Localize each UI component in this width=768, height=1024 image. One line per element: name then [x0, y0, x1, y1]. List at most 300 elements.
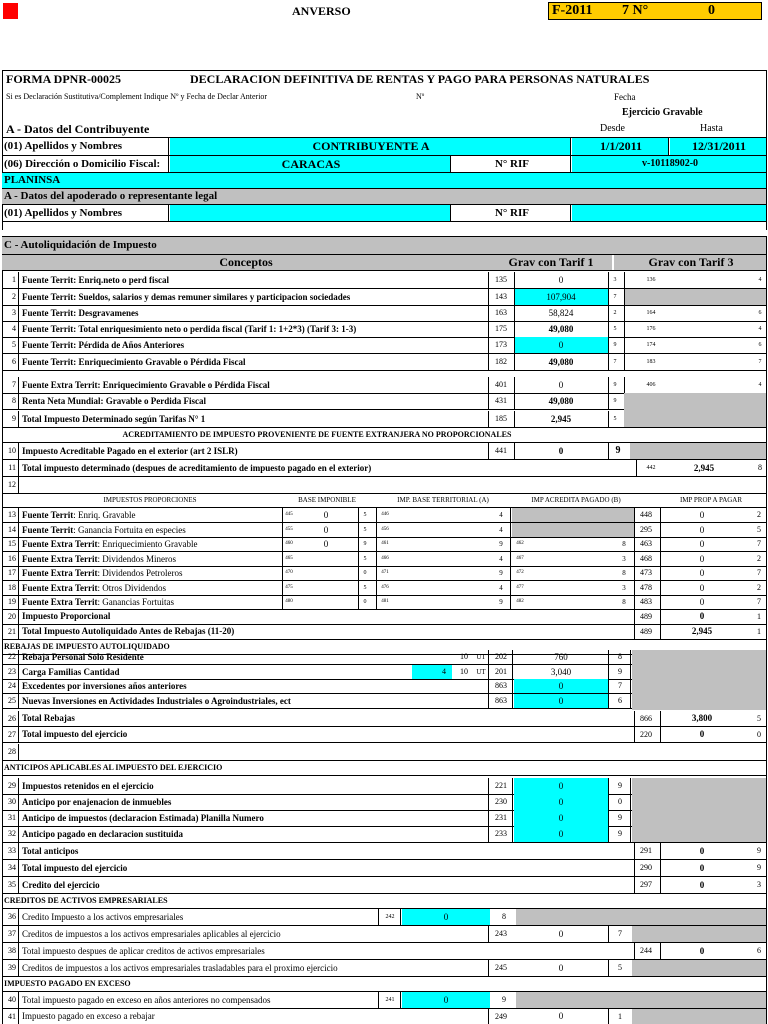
- row-label: Fuente Territ: Total enriquesimiento neto o perdida fiscal (Tarif 1: 1+2*3) (Tarif 3: 1-3): [22, 324, 357, 334]
- row-ut-label: UT: [476, 653, 486, 661]
- row-code: 221: [495, 781, 507, 790]
- row-code: 448: [640, 510, 652, 519]
- row-value-tarif3[interactable]: [664, 321, 754, 337]
- agent-name-field[interactable]: [170, 205, 450, 221]
- col-line: [570, 138, 571, 172]
- row-digit: 9: [613, 342, 617, 348]
- row-number: 24: [8, 681, 16, 690]
- row-code: 466: [381, 556, 389, 561]
- row-label: Impuesto Proporcional: [22, 611, 111, 621]
- col-line: [608, 810, 609, 826]
- row-value[interactable]: 0: [699, 583, 705, 593]
- col-line: [18, 377, 19, 393]
- col-line: [450, 205, 451, 221]
- row-number: 25: [8, 696, 16, 705]
- taxpayer-name-field[interactable]: CONTRIBUYENTE A: [170, 138, 570, 155]
- row-digit: 2: [757, 510, 761, 519]
- col-line: [510, 581, 511, 595]
- row-number: 5: [12, 340, 16, 349]
- row-value[interactable]: 0: [558, 963, 564, 973]
- row-value[interactable]: 0: [558, 446, 564, 456]
- col-line: [634, 523, 635, 537]
- section-c-title: C - Autoliquidación de Impuesto: [2, 237, 766, 254]
- row-value[interactable]: 0: [514, 810, 608, 826]
- row-code: 489: [640, 612, 652, 621]
- row-number: 11: [8, 463, 16, 472]
- row-code: 481: [381, 599, 389, 604]
- col-line: [512, 650, 513, 664]
- period-from-field[interactable]: 1/1/2011: [572, 138, 668, 155]
- row-value[interactable]: 0: [699, 568, 705, 578]
- row-digit: 8: [622, 569, 626, 577]
- row-value[interactable]: 49,080: [548, 396, 574, 406]
- row-code: 182: [495, 357, 507, 366]
- row-label: Excedentes por inversiones años anteriores: [22, 681, 187, 691]
- col-line: [358, 566, 359, 580]
- row-digit: 0: [757, 730, 761, 739]
- row-code: 230: [495, 797, 507, 806]
- row-code: 245: [495, 963, 507, 972]
- disabled-block: [624, 393, 766, 427]
- col-line: [376, 537, 377, 551]
- row-code: 445: [285, 512, 293, 517]
- col-line: [18, 337, 19, 353]
- row-code: 470: [285, 570, 293, 575]
- row-label: Fuente Territ: Enriquecimiento Gravable o Pérdida Fiscal: [22, 357, 246, 367]
- row-value[interactable]: 49,080: [548, 357, 574, 367]
- col-line: [488, 289, 489, 305]
- row-value[interactable]: 0: [323, 525, 329, 535]
- col-line: [510, 552, 511, 566]
- row-digit: 8: [502, 912, 506, 921]
- row-code-tarif3: 174: [646, 342, 656, 348]
- row-number: 31: [8, 813, 16, 822]
- row-value[interactable]: 0: [699, 729, 705, 739]
- col-line: [630, 778, 631, 794]
- row-value[interactable]: 107,904: [514, 289, 608, 305]
- col-line: [514, 272, 515, 288]
- col-line: [168, 205, 169, 221]
- col-line: [634, 581, 635, 595]
- row-value[interactable]: 0: [514, 694, 608, 708]
- row-value[interactable]: 0: [402, 909, 490, 925]
- row-label-rest: : Ganancia Fortuita en especies: [73, 525, 186, 535]
- row-value[interactable]: 0: [558, 275, 564, 285]
- row-value[interactable]: [296, 552, 356, 566]
- row-code-tarif3: 183: [646, 359, 656, 365]
- col-line: [514, 377, 515, 393]
- disabled-block: [512, 523, 634, 537]
- col-line: [358, 537, 359, 551]
- agent-section-title: A - Datos del apoderado o representante legal: [2, 189, 766, 204]
- row-code: 489: [640, 627, 652, 636]
- row-number: 15: [8, 539, 16, 548]
- row-digit: 7: [618, 681, 622, 690]
- row-label: Impuesto pagado en exceso a rebajar: [22, 1011, 155, 1021]
- row-value[interactable]: 0: [699, 880, 705, 890]
- col-line: [18, 665, 19, 679]
- col-line: [660, 843, 661, 859]
- row-digit: 4: [499, 526, 503, 534]
- col-line: [400, 992, 401, 1008]
- row-label: Renta Neta Mundial: Gravable o Perdida Fiscal: [22, 396, 206, 406]
- row-code: 471: [381, 570, 389, 575]
- row-digit: 9: [502, 995, 506, 1004]
- col-line: [376, 595, 377, 609]
- row-value-tarif3[interactable]: [664, 354, 754, 370]
- row-label: Total anticipos: [22, 846, 79, 856]
- row-value[interactable]: 0: [699, 539, 705, 549]
- row-digit: 5: [363, 512, 367, 518]
- col-line: [512, 679, 513, 693]
- col-line: [358, 552, 359, 566]
- rif-field[interactable]: v-10118902-0: [572, 156, 766, 172]
- row-digit: 9: [613, 398, 617, 404]
- prop-col-header: BASE IMPONIBLE: [298, 496, 356, 504]
- row-number: 10: [8, 446, 16, 455]
- row-code: 173: [495, 340, 507, 349]
- row-value[interactable]: 49,080: [548, 324, 574, 334]
- row-digit: 0: [363, 570, 367, 576]
- row-code: 463: [640, 539, 652, 548]
- row-number: 22: [8, 652, 16, 661]
- col-line: [488, 826, 489, 842]
- col-line: [18, 289, 19, 305]
- row-label-bold: Fuente Extra Territ: [22, 554, 98, 564]
- col-line: [376, 523, 377, 537]
- row-digit: 5: [757, 714, 761, 723]
- row-code-tarif3: 406: [646, 382, 656, 388]
- col-line: [630, 665, 631, 679]
- disabled-block: [632, 960, 766, 976]
- row-value[interactable]: 0: [699, 525, 705, 535]
- col-line: [488, 794, 489, 810]
- col-line: [18, 694, 19, 708]
- row-label: [20, 581, 282, 595]
- row-code: 233: [495, 829, 507, 838]
- col-line: [18, 552, 19, 566]
- row-digit: 3: [622, 555, 626, 563]
- city-field[interactable]: CARACAS: [170, 156, 450, 172]
- row-label: Credito Impuesto a los activos empresariales: [22, 912, 184, 922]
- form-title: DECLARACION DEFINITIVA DE RENTAS Y PAGO PARA PERSONAS NATURALES: [190, 72, 650, 86]
- taxpayer-section-title: A - Datos del Contribuyente: [6, 122, 150, 136]
- row-code: 442: [646, 465, 656, 471]
- row-label-rest: : Enriq. Gravable: [73, 510, 136, 520]
- row-label: Total impuesto del ejercicio: [22, 863, 128, 873]
- col-line: [488, 650, 489, 664]
- period-title: Ejercicio Gravable: [622, 107, 703, 118]
- row-label: Creditos de impuestos a los activos empresariales aplicables al ejercicio: [22, 929, 281, 939]
- row-code: 244: [640, 946, 652, 955]
- col-line: [608, 321, 609, 337]
- col-line: [608, 778, 609, 794]
- col-line: [608, 926, 609, 942]
- red-marker: [3, 3, 18, 19]
- period-to-field[interactable]: 12/31/2011: [670, 138, 766, 155]
- row-value[interactable]: 0: [514, 778, 608, 794]
- col-line: [488, 337, 489, 353]
- col-line: [624, 321, 625, 337]
- row-value[interactable]: 0: [558, 929, 564, 939]
- prop-col-header: IMP ACREDITA PAGADO (B): [531, 496, 621, 504]
- row-code: 462: [516, 541, 524, 546]
- col-line: [510, 537, 511, 551]
- row-number: 41: [8, 1012, 16, 1021]
- row-code: 468: [640, 554, 652, 563]
- agent-rif-field[interactable]: [572, 205, 766, 221]
- row-digit: 0: [363, 599, 367, 605]
- row-label: Nuevas Inversiones en Actividades Industriales o Agroindustriales, ect: [22, 696, 291, 706]
- col-line: [608, 826, 609, 842]
- row-value[interactable]: 0: [699, 846, 705, 856]
- row-code: 478: [640, 583, 652, 592]
- row-code: 163: [495, 308, 507, 317]
- row-code-tarif3: 176: [646, 326, 656, 332]
- row-digit: 6: [618, 696, 622, 705]
- col-line: [18, 843, 19, 859]
- col-line: [488, 411, 489, 427]
- row-value[interactable]: 0: [699, 597, 705, 607]
- prop-col-header: IMP. BASE TERRITORIAL (A): [397, 496, 489, 504]
- col-line: [18, 595, 19, 609]
- row-label: Anticipo por enajenacion de inmuebles: [22, 797, 172, 807]
- col-line: [18, 679, 19, 693]
- row-code: 220: [640, 730, 652, 739]
- row-number: 29: [8, 781, 16, 790]
- row-value[interactable]: 0: [514, 826, 608, 842]
- row-number: 37: [8, 929, 16, 938]
- disabled-block: [630, 443, 766, 459]
- row-value[interactable]: 0: [699, 863, 705, 873]
- row-label-rest: : Ganancias Fortuitas: [97, 597, 174, 607]
- row-code: 201: [495, 667, 507, 676]
- row-label: Anticipo pagado en declaracion sustituida: [22, 829, 184, 839]
- row-number: 40: [8, 995, 16, 1004]
- concepts-header: Conceptos: [2, 255, 488, 270]
- row-value[interactable]: 0: [699, 554, 705, 564]
- col-line: [376, 508, 377, 522]
- row-code: 185: [495, 414, 507, 423]
- col-line: [514, 411, 515, 427]
- col-line: [608, 794, 609, 810]
- row-value[interactable]: 2,945: [693, 463, 715, 473]
- row-number: 19: [8, 597, 16, 606]
- col-line: [18, 508, 19, 522]
- row-label: Fuente Territ: Desgravamenes: [22, 308, 139, 318]
- col-line: [18, 650, 19, 664]
- row-value[interactable]: 58,824: [548, 308, 574, 318]
- row-value[interactable]: [296, 595, 356, 609]
- row-value[interactable]: 760: [554, 652, 568, 662]
- row-line: [2, 775, 766, 776]
- col-line: [488, 443, 489, 459]
- row-digit: 1: [618, 1012, 622, 1021]
- row-line: [2, 370, 766, 371]
- row-code: 482: [516, 599, 524, 604]
- row-digit: 7: [618, 929, 622, 938]
- col-line: [624, 305, 625, 321]
- row-number: 30: [8, 797, 16, 806]
- col-line: [630, 679, 631, 693]
- row-label: Total Impuesto Determinado según Tarifas N° 1: [22, 414, 206, 424]
- row-digit: 7: [757, 597, 761, 606]
- period-to-label: Hasta: [700, 123, 723, 134]
- row-label: Total Impuesto Autoliquidado Antes de Rebajas (11-20): [22, 626, 235, 636]
- row-number: 38: [8, 946, 16, 955]
- col-line: [660, 537, 661, 551]
- row-value[interactable]: 0: [323, 539, 329, 549]
- col-line: [608, 377, 609, 393]
- row-value[interactable]: 3,800: [691, 713, 713, 723]
- col-line: [608, 411, 609, 427]
- row-digit: 8: [622, 540, 626, 548]
- col-line: [660, 727, 661, 742]
- disabled-block: [632, 778, 766, 842]
- row-value[interactable]: 0: [558, 380, 564, 390]
- row-ut-value: 10: [460, 652, 468, 661]
- row-digit: 2: [757, 583, 761, 592]
- row-code: 242: [385, 914, 395, 920]
- col-line: [634, 860, 635, 876]
- row-digit: 9: [613, 382, 617, 388]
- row-label: Fuente Territ: Enriq.neto o perd fiscal: [22, 275, 169, 285]
- row-value-tarif3[interactable]: [664, 377, 754, 393]
- row-code: 202: [495, 652, 507, 661]
- col-line: [608, 289, 609, 305]
- col-line: [608, 960, 609, 976]
- row-number: 20: [8, 612, 16, 621]
- row-number: 17: [8, 568, 16, 577]
- col-line: [634, 595, 635, 609]
- row-value[interactable]: 2,945: [550, 414, 572, 424]
- col-line: [660, 624, 661, 639]
- row-code: 467: [516, 556, 524, 561]
- col-line: [488, 960, 489, 976]
- row-code: 455: [285, 527, 293, 532]
- col-line: [18, 794, 19, 810]
- col-line: [514, 305, 515, 321]
- col-line: [18, 960, 19, 976]
- col-line: [512, 778, 513, 794]
- col-line: [18, 909, 19, 925]
- row-value[interactable]: 0: [699, 946, 705, 956]
- row-digit: 9: [615, 445, 621, 456]
- col-line: [358, 595, 359, 609]
- col-line: [624, 377, 625, 393]
- row-quantity[interactable]: 4: [412, 665, 452, 679]
- row-digit: 5: [757, 525, 761, 534]
- row-value[interactable]: [296, 566, 356, 580]
- col-line: [624, 337, 625, 353]
- col-line: [18, 992, 19, 1008]
- row-value[interactable]: 0: [323, 510, 329, 520]
- row-digit: 2: [613, 310, 617, 316]
- taxpayer-extra-field[interactable]: PLANINSA: [2, 173, 766, 188]
- row-digit: 5: [363, 556, 367, 562]
- right-border: [766, 236, 767, 1024]
- row-value[interactable]: 0: [514, 337, 608, 353]
- col-line: [634, 711, 635, 726]
- row-digit-tarif3: 6: [758, 310, 762, 316]
- row-label: [20, 595, 282, 609]
- row-value-tarif3[interactable]: [664, 272, 754, 288]
- col-line: [660, 508, 661, 522]
- col-line: [488, 354, 489, 370]
- row-line: [2, 221, 766, 222]
- col-line: [608, 650, 609, 664]
- col-line: [376, 552, 377, 566]
- col-line: [660, 711, 661, 726]
- row-value[interactable]: 0: [699, 510, 705, 520]
- previous-number-label: Nº: [416, 92, 425, 101]
- disabled-block: [512, 508, 634, 522]
- row-value-tarif3[interactable]: [664, 337, 754, 353]
- col-line: [510, 595, 511, 609]
- row-code-tarif3: 136: [646, 277, 656, 283]
- col-line: [624, 272, 625, 288]
- row-code: 473: [640, 568, 652, 577]
- col-line: [630, 694, 631, 708]
- row-code: 483: [640, 597, 652, 606]
- row-code: 297: [640, 880, 652, 889]
- row-value[interactable]: 0: [514, 679, 608, 693]
- col-line: [488, 272, 489, 288]
- row-label: Carga Familias Cantidad: [22, 667, 120, 677]
- row-code: 866: [640, 714, 652, 723]
- row-digit: 9: [618, 829, 622, 838]
- col-line: [18, 566, 19, 580]
- row-line: [2, 270, 766, 271]
- row-value[interactable]: 0: [699, 611, 705, 621]
- col-line: [18, 354, 19, 370]
- row-value[interactable]: [296, 581, 356, 595]
- col-line: [570, 205, 571, 221]
- substitute-note: Si es Declaración Sustitutiva/Complement Indique Nº y Fecha de Declar Anterior: [6, 92, 268, 101]
- title-top-line: [2, 70, 766, 71]
- col-line: [488, 305, 489, 321]
- row-code: 231: [495, 813, 507, 822]
- row-value[interactable]: 0: [402, 992, 490, 1008]
- row-value[interactable]: 0: [558, 1011, 564, 1021]
- col-line: [624, 289, 625, 305]
- col-line: [608, 679, 609, 693]
- row-value[interactable]: 0: [514, 794, 608, 810]
- row-label: Impuesto Acreditable Pagado en el exterior (art 2 ISLR): [22, 446, 238, 456]
- col-line: [18, 609, 19, 624]
- row-value[interactable]: 3,040: [550, 667, 572, 677]
- row-value[interactable]: 2,945: [691, 626, 713, 636]
- col-line: [488, 393, 489, 409]
- row-label-bold: Fuente Extra Territ: [22, 597, 98, 607]
- row-digit: 9: [757, 863, 761, 872]
- col-line: [634, 943, 635, 959]
- col-line: [660, 595, 661, 609]
- row-label: Total impuesto determinado (despues de acreditamiento de impuesto pagado en el exterior): [22, 463, 372, 473]
- col-line: [512, 694, 513, 708]
- creditos-title: CREDITOS DE ACTIVOS EMPRESARIALES: [4, 896, 168, 905]
- row-number: 21: [8, 627, 16, 636]
- row-number: 16: [8, 554, 16, 563]
- col-line: [660, 943, 661, 959]
- row-label: Anticipo de impuestos (declaracion Estimada) Planilla Numero: [22, 813, 264, 823]
- col-line: [488, 377, 489, 393]
- col-line: [376, 581, 377, 595]
- row-code: 472: [516, 570, 524, 575]
- row-value-tarif3[interactable]: [664, 305, 754, 321]
- row-digit: 9: [618, 781, 622, 790]
- row-label: Impuestos retenidos en el ejercicio: [22, 781, 154, 791]
